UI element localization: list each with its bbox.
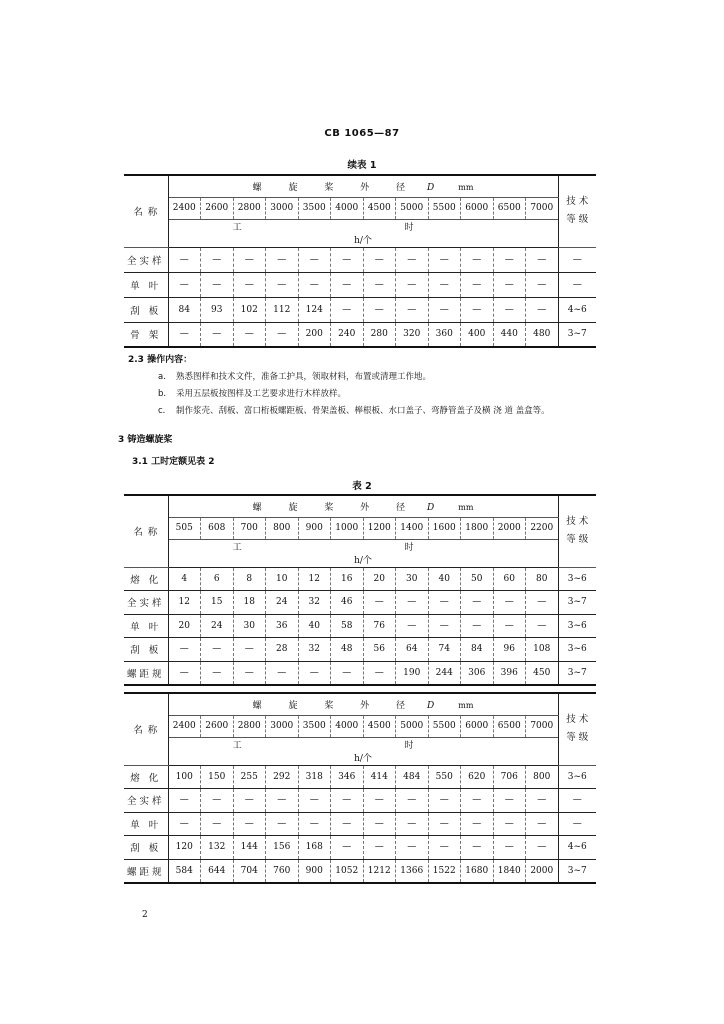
cell-value: — [493,812,526,836]
table2-part2 [124,692,596,884]
cell-value: — [233,272,266,297]
cell-value: — [298,247,331,272]
section-2-3-item-c [158,404,598,416]
cell-value: 1522 [428,859,461,883]
cell-value: — [428,614,461,638]
diameter-header [168,175,558,197]
cell-value: — [461,789,494,813]
cell-value: 96 [493,638,526,662]
diameter-value: 5000 [396,197,429,219]
table1-caption: 续表 1 [347,160,377,171]
cell-value: 1052 [331,859,364,883]
table-row [124,567,596,591]
cell-value: 450 [526,661,559,685]
diameter-value: 5500 [428,715,461,737]
diameter-value: 2400 [168,197,201,219]
cell-value: 346 [331,765,364,789]
cell-value: 292 [266,765,299,789]
cell-value: — [396,614,429,638]
cell-value: 396 [493,661,526,685]
diameter-value: 2800 [233,715,266,737]
cell-value: — [201,322,234,347]
item-mark: c. [158,406,166,416]
cell-value: — [363,789,396,813]
cell-value: 1366 [396,859,429,883]
cell-value: 32 [298,591,331,615]
cell-value: 1212 [363,859,396,883]
cell-value: 108 [526,638,559,662]
cell-value: 48 [331,638,364,662]
cell-value: — [298,812,331,836]
diameter-value: 800 [266,517,299,539]
section-2-3-item-a [158,370,598,382]
cell-value: — [493,614,526,638]
diameter-value: 4500 [363,197,396,219]
cell-value: — [298,789,331,813]
cell-value: 440 [493,322,526,347]
diameter-value: 3000 [266,715,299,737]
cell-value: 36 [266,614,299,638]
table1 [124,174,596,348]
diameter-value: 4500 [363,715,396,737]
cell-value: 484 [396,765,429,789]
grade-header [558,175,596,247]
table-row [124,322,596,347]
cell-value: — [428,789,461,813]
grade-label-2: 等 级 [566,534,589,546]
cell-value: 15 [201,591,234,615]
diameter-value: 700 [233,517,266,539]
cell-value: 100 [168,765,201,789]
unit-label: h/个 [354,556,372,567]
cell-value: 255 [233,765,266,789]
cell-value: — [493,297,526,322]
cell-value: 18 [233,591,266,615]
diameter-value: 3000 [266,197,299,219]
cell-value: — [493,836,526,860]
diameter-value: 505 [168,517,201,539]
diameter-value: 1400 [396,517,429,539]
diameter-label: 螺 旋 桨 外 径 [252,700,418,711]
cell-value: — [526,812,559,836]
cell-value: — [266,789,299,813]
table-row [124,638,596,662]
cell-value: — [201,247,234,272]
diameter-value: 900 [298,517,331,539]
cell-value: — [526,836,559,860]
table-row [124,812,596,836]
row-grade: 3~6 [558,614,596,638]
cell-value: 168 [298,836,331,860]
cell-value: — [396,247,429,272]
cell-value: 6 [201,567,234,591]
cell-value: 8 [233,567,266,591]
cell-value: — [461,591,494,615]
cell-value: 156 [266,836,299,860]
row-grade: 3~6 [558,765,596,789]
diameter-value: 7000 [526,715,559,737]
cell-value: — [396,297,429,322]
cell-value: — [331,661,364,685]
cell-value: 190 [396,661,429,685]
cell-value: 414 [363,765,396,789]
cell-value: — [396,812,429,836]
cell-value: 60 [493,567,526,591]
table-row [124,836,596,860]
table2-caption: 表 2 [352,481,372,492]
row-name: 刮 板 [124,297,168,322]
section-3-1-title: 3.1 工时定额见表 2 [132,457,215,467]
row-name: 熔 化 [124,765,168,789]
cell-value: 124 [298,297,331,322]
cell-value: — [298,661,331,685]
work-label [168,219,558,233]
cell-value: 550 [428,765,461,789]
grade-label-1: 技 术 [566,516,589,528]
row-name: 骨 架 [124,322,168,347]
row-name: 单 叶 [124,614,168,638]
table-row [124,614,596,638]
table-row [124,297,596,322]
diameter-value: 1000 [331,517,364,539]
cell-value: — [396,836,429,860]
diameter-value: 3500 [298,715,331,737]
diameter-symbol: D [427,182,435,193]
cell-value: 12 [298,567,331,591]
table2-part1 [124,494,596,686]
row-name: 熔 化 [124,567,168,591]
diameter-value: 608 [201,517,234,539]
cell-value: — [461,614,494,638]
cell-value: 4 [168,567,201,591]
row-grade: 4~6 [558,836,596,860]
cell-value: 50 [461,567,494,591]
cell-value: — [331,297,364,322]
cell-value: — [331,247,364,272]
cell-value: — [493,247,526,272]
cell-value: 318 [298,765,331,789]
diameter-unit: mm [458,700,474,710]
diameter-value: 2400 [168,715,201,737]
item-text: 采用五层板按图样及工艺要求进行木样放样。 [176,389,347,399]
diameter-value: 2800 [233,197,266,219]
diameter-value: 6000 [461,715,494,737]
cell-value: — [363,247,396,272]
cell-value: 28 [266,638,299,662]
cell-value: — [201,661,234,685]
cell-value: — [298,272,331,297]
page-number: 2 [142,910,148,920]
cell-value: 12 [168,591,201,615]
cell-value: 20 [363,567,396,591]
cell-value: — [526,591,559,615]
cell-value: 74 [428,638,461,662]
diameter-value: 5500 [428,197,461,219]
cell-value: 320 [396,322,429,347]
cell-value: — [233,322,266,347]
cell-value: 800 [526,765,559,789]
cell-value: 112 [266,297,299,322]
name-header: 名 称 [124,175,168,247]
diameter-value: 5000 [396,715,429,737]
cell-value: — [201,789,234,813]
grade-header [558,693,596,765]
row-name: 单 叶 [124,812,168,836]
cell-value: — [331,812,364,836]
item-text: 熟悉图样和技术文件，准备工护具，领取材料，布置或清理工作地。 [176,372,432,382]
cell-value: — [201,812,234,836]
cell-value: — [493,789,526,813]
cell-value: 40 [428,567,461,591]
cell-value: — [428,812,461,836]
item-text: 制作浆壳、刮板、富口桁板螺距板、骨架盖板、榉根板、水口盖子、弯静管盖子及横 浇 道 盖盒等。 [176,406,550,416]
table-row [124,789,596,813]
work-label-text: 工 时 [232,740,494,751]
work-label-text: 工 时 [232,542,494,553]
cell-value: — [201,638,234,662]
cell-value: — [266,661,299,685]
cell-value: — [461,247,494,272]
cell-value: 620 [461,765,494,789]
diameter-value: 1200 [363,517,396,539]
diameter-value: 2000 [493,517,526,539]
cell-value: 306 [461,661,494,685]
cell-value: 93 [201,297,234,322]
name-header: 名 称 [124,495,168,567]
row-grade: 3~7 [558,322,596,347]
cell-value: — [428,591,461,615]
cell-value: — [363,591,396,615]
row-grade: 3~7 [558,661,596,685]
cell-value: — [461,812,494,836]
row-name: 螺距规 [124,859,168,883]
row-grade: — [558,812,596,836]
cell-value: 16 [331,567,364,591]
table-row [124,247,596,272]
cell-value: 20 [168,614,201,638]
cell-value: 46 [331,591,364,615]
cell-value: — [461,836,494,860]
row-name: 全实样 [124,247,168,272]
cell-value: — [396,789,429,813]
diameter-value: 6500 [493,715,526,737]
row-grade: 4~6 [558,297,596,322]
cell-value: — [331,272,364,297]
section-2-3-item-b [158,387,598,399]
grade-label-2: 等 级 [566,214,589,226]
cell-value: 400 [461,322,494,347]
unit-label: h/个 [354,236,372,247]
cell-value: — [363,836,396,860]
cell-value: — [233,812,266,836]
diameter-value: 3500 [298,197,331,219]
cell-value: 240 [331,322,364,347]
section-2-3-title: 2.3 操作内容： [128,355,193,365]
cell-value: — [526,247,559,272]
diameter-label: 螺 旋 桨 外 径 [252,182,418,193]
cell-value: 102 [233,297,266,322]
diameter-header [168,495,558,517]
diameter-label: 螺 旋 桨 外 径 [252,502,418,513]
cell-value: 244 [428,661,461,685]
row-grade: 3~7 [558,591,596,615]
work-label-text: 工 时 [232,222,494,233]
cell-value: 24 [266,591,299,615]
cell-value: 64 [396,638,429,662]
work-label [168,737,558,751]
cell-value: — [363,661,396,685]
cell-value: — [428,836,461,860]
cell-value: — [428,297,461,322]
diameter-value: 2600 [201,715,234,737]
diameter-symbol: D [427,502,435,513]
table-row [124,859,596,883]
cell-value: 30 [396,567,429,591]
cell-value: 1840 [493,859,526,883]
cell-value: 644 [201,859,234,883]
row-grade: — [558,789,596,813]
diameter-value: 1800 [461,517,494,539]
item-mark: b. [158,389,167,399]
diameter-value: 4000 [331,197,364,219]
cell-value: — [233,661,266,685]
cell-value: — [363,297,396,322]
row-name: 单 叶 [124,272,168,297]
cell-value: 150 [201,765,234,789]
row-grade: 3~6 [558,567,596,591]
row-grade: 3~7 [558,859,596,883]
unit-label: h/个 [354,754,372,765]
cell-value: 24 [201,614,234,638]
cell-value: — [461,272,494,297]
cell-value: 584 [168,859,201,883]
cell-value: — [428,272,461,297]
diameter-value: 6500 [493,197,526,219]
cell-value: 58 [331,614,364,638]
cell-value: 760 [266,859,299,883]
cell-value: — [266,272,299,297]
table-row [124,765,596,789]
diameter-value: 1600 [428,517,461,539]
cell-value: — [493,591,526,615]
row-grade: — [558,272,596,297]
diameter-symbol: D [427,700,435,711]
cell-value: — [493,272,526,297]
cell-value: 480 [526,322,559,347]
row-name: 刮 板 [124,638,168,662]
cell-value: — [266,247,299,272]
grade-header [558,495,596,567]
cell-value: — [461,297,494,322]
cell-value: 280 [363,322,396,347]
diameter-unit: mm [458,502,474,512]
cell-value: — [168,661,201,685]
grade-label-1: 技 术 [566,196,589,208]
row-grade: — [558,247,596,272]
cell-value: 32 [298,638,331,662]
cell-value: — [266,812,299,836]
cell-value: — [363,272,396,297]
page-header: CB 1065—87 [324,128,400,139]
section-3-title: 3 铸造螺旋桨 [118,435,173,445]
cell-value: — [266,322,299,347]
work-label [168,539,558,553]
cell-value: — [201,272,234,297]
cell-value: — [363,812,396,836]
cell-value: — [168,812,201,836]
cell-value: 120 [168,836,201,860]
cell-value: — [526,297,559,322]
cell-value: — [168,322,201,347]
table-row [124,661,596,685]
cell-value: 900 [298,859,331,883]
cell-value: — [168,638,201,662]
cell-value: 56 [363,638,396,662]
cell-value: 1680 [461,859,494,883]
cell-value: — [331,789,364,813]
item-mark: a. [158,372,166,382]
cell-value: — [168,247,201,272]
row-name: 刮 板 [124,836,168,860]
cell-value: — [526,272,559,297]
cell-value: — [428,247,461,272]
grade-label-2: 等 级 [566,732,589,744]
cell-value: 200 [298,322,331,347]
diameter-value: 6000 [461,197,494,219]
row-name: 全实样 [124,789,168,813]
name-header: 名 称 [124,693,168,765]
cell-value: — [331,836,364,860]
cell-value: — [168,272,201,297]
grade-label-1: 技 术 [566,714,589,726]
cell-value: — [526,614,559,638]
cell-value: — [526,789,559,813]
table-row [124,272,596,297]
diameter-value: 4000 [331,715,364,737]
diameter-header [168,693,558,715]
cell-value: 2000 [526,859,559,883]
cell-value: 704 [233,859,266,883]
cell-value: 84 [168,297,201,322]
cell-value: — [168,789,201,813]
row-grade: 3~6 [558,638,596,662]
cell-value: 132 [201,836,234,860]
cell-value: — [233,638,266,662]
diameter-value: 2200 [526,517,559,539]
cell-value: 40 [298,614,331,638]
diameter-value: 7000 [526,197,559,219]
cell-value: — [396,591,429,615]
table-row [124,591,596,615]
diameter-value: 2600 [201,197,234,219]
cell-value: 84 [461,638,494,662]
cell-value: 80 [526,567,559,591]
cell-value: — [396,272,429,297]
cell-value: 76 [363,614,396,638]
row-name: 全实样 [124,591,168,615]
cell-value: 360 [428,322,461,347]
cell-value: 30 [233,614,266,638]
cell-value: — [233,789,266,813]
cell-value: 144 [233,836,266,860]
cell-value: 10 [266,567,299,591]
cell-value: — [233,247,266,272]
row-name: 螺距规 [124,661,168,685]
cell-value: 706 [493,765,526,789]
diameter-unit: mm [458,182,474,192]
